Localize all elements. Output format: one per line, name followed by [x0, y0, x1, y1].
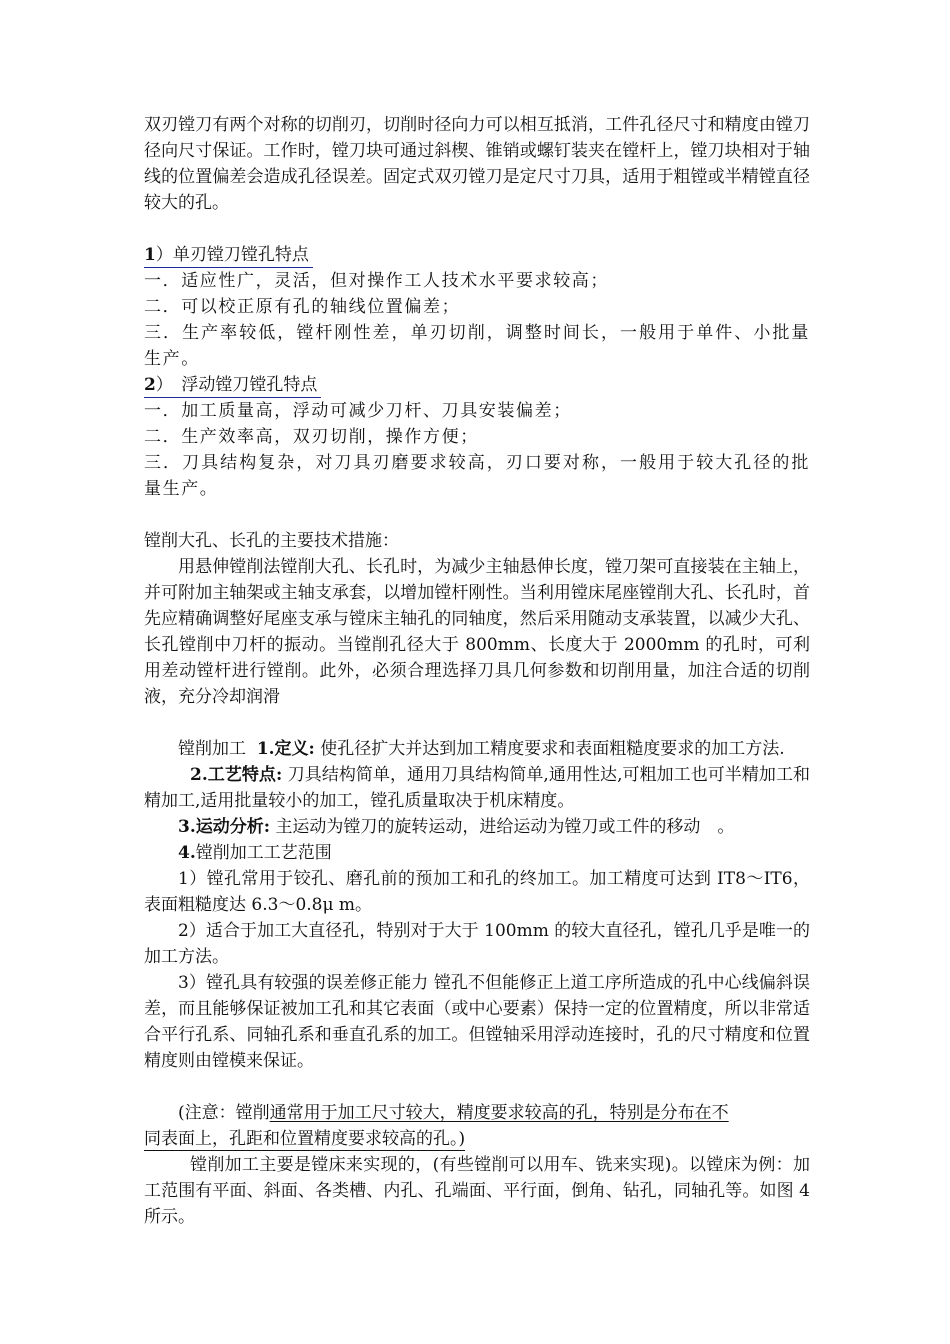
list-item: 三．生产率较低，镗杆刚性差，单刃切削，调整时间长，一般用于单件、小批量生产。	[144, 323, 810, 369]
spacer	[144, 216, 810, 242]
boring-definition	[144, 736, 810, 762]
section-title: ）单刃镗刀镗孔特点	[155, 245, 309, 265]
spacer	[144, 710, 810, 736]
boring-motion	[144, 814, 810, 840]
list-item: 一．加工质量高，浮动可减少刀杆、刀具安装偏差；	[144, 401, 572, 421]
large-holes-heading: 镗削大孔、长孔的主要技术措施：	[144, 531, 399, 551]
range-item: 3）镗孔具有较强的误差修正能力 镗孔不但能修正上道工序所造成的孔中心线偏斜误差，而且能够保证被加工孔和其它表面（或中心要素）保持一定的位置精度，所以非常适合平行孔系、同轴孔系和垂直孔系的加工。但镗轴采用浮动连接时，孔的尺寸精度和位置精度则由镗模来保证。	[144, 973, 810, 1071]
note-end: 同表面上，孔距和位置精度要求较高的孔。)	[144, 1129, 466, 1149]
note-prefix: (注意：镗削	[178, 1103, 270, 1123]
definition-text: 使孔径扩大并达到加工精度要求和表面粗糙度要求的加工方法.	[320, 739, 785, 759]
section-number: 1	[144, 245, 156, 265]
definition-label: 1.定义:	[256, 739, 315, 759]
section-single-edge-heading	[144, 242, 810, 268]
list-item: 二．生产效率高，双刃切削，操作方便；	[144, 427, 479, 447]
spacer	[144, 502, 810, 528]
boring-features	[144, 762, 810, 814]
spacer	[144, 1074, 810, 1100]
intro-paragraph: 双刃镗刀有两个对称的切削刃，切削时径向力可以相互抵消，工件孔径尺寸和精度由镗刀径向尺寸保证。工作时，镗刀块可通过斜楔、锥销或螺钉装夹在镗杆上，镗刀块相对于轴线的位置偏差会造成孔径误差。固定式双刃镗刀是定尺寸刀具，适用于粗镗或半精镗直径较大的孔。	[144, 115, 810, 213]
closing-paragraph: 镗削加工主要是镗床来实现的，(有些镗削可以用车、铣来实现)。以镗床为例：加工范围有平面、斜面、各类槽、内孔、孔端面、平行面，倒角、钻孔，同轴孔等。如图 4 所示。	[144, 1155, 810, 1227]
section-floating-heading	[144, 372, 810, 398]
motion-label: 3.运动分析:	[178, 817, 271, 837]
note-line-1	[144, 1100, 810, 1126]
list-item: 二．可以校正原有孔的轴线位置偏差；	[144, 297, 461, 317]
boring-range-heading	[144, 840, 810, 866]
large-holes-paragraph: 用悬伸镗削法镗削大孔、长孔时，为减少主轴悬伸长度，镗刀架可直接装在主轴上，并可附加主轴架或主轴支承套，以增加镗杆刚性。当利用镗床尾座镗削大孔、长孔时，首先应精确调整好尾座支承与镗床主轴孔的同轴度，然后采用随动支承装置，以减少大孔、长孔镗削中刀杆的振动。当镗削孔径大于 800mm、长度大于 2000mm 的孔时，可利用差动镗杆进行镗削。此外，必须合理选择刀具几何参数和切削用量，加注合适的切削液，充分冷却润滑	[144, 557, 810, 707]
list-item: 一．适应性广，灵活，但对操作工人技术水平要求较高；	[144, 271, 609, 291]
range-label: 4.	[178, 843, 196, 863]
note-line-2	[144, 1126, 810, 1152]
range-text: 镗削加工工艺范围	[195, 843, 332, 863]
section-title: ） 浮动镗刀镗孔特点	[155, 375, 318, 395]
list-item: 三．刀具结构复杂，对刀具刃磨要求较高，刃口要对称，一般用于较大孔径的批量生产。	[144, 453, 810, 499]
note-underlined: 通常用于加工尺寸较大，精度要求较高的孔，特别是分布在不	[269, 1103, 729, 1123]
features-label: 2.工艺特点:	[190, 765, 283, 785]
document-page	[144, 112, 810, 1230]
range-item: 2）适合于加工大直径孔，特别对于大于 100mm 的较大直径孔，镗孔几乎是唯一的加工方法。	[144, 921, 810, 967]
range-item: 1）镗孔常用于铰孔、磨孔前的预加工和孔的终加工。加工精度可达到 IT8～IT6，表面粗糙度达 6.3～0.8μ m。	[144, 869, 810, 915]
section-number: 2	[144, 375, 156, 395]
boring-lead: 镗削加工	[178, 739, 246, 759]
features-text: 刀具结构简单，通用刀具结构简单,通用性达,可粗加工也可半精加工和精加工,适用批量较小的加工，镗孔质量取决于机床精度。	[144, 765, 810, 811]
motion-text: 主运动为镗刀的旋转运动，进给运动为镗刀或工件的移动 。	[275, 817, 735, 837]
